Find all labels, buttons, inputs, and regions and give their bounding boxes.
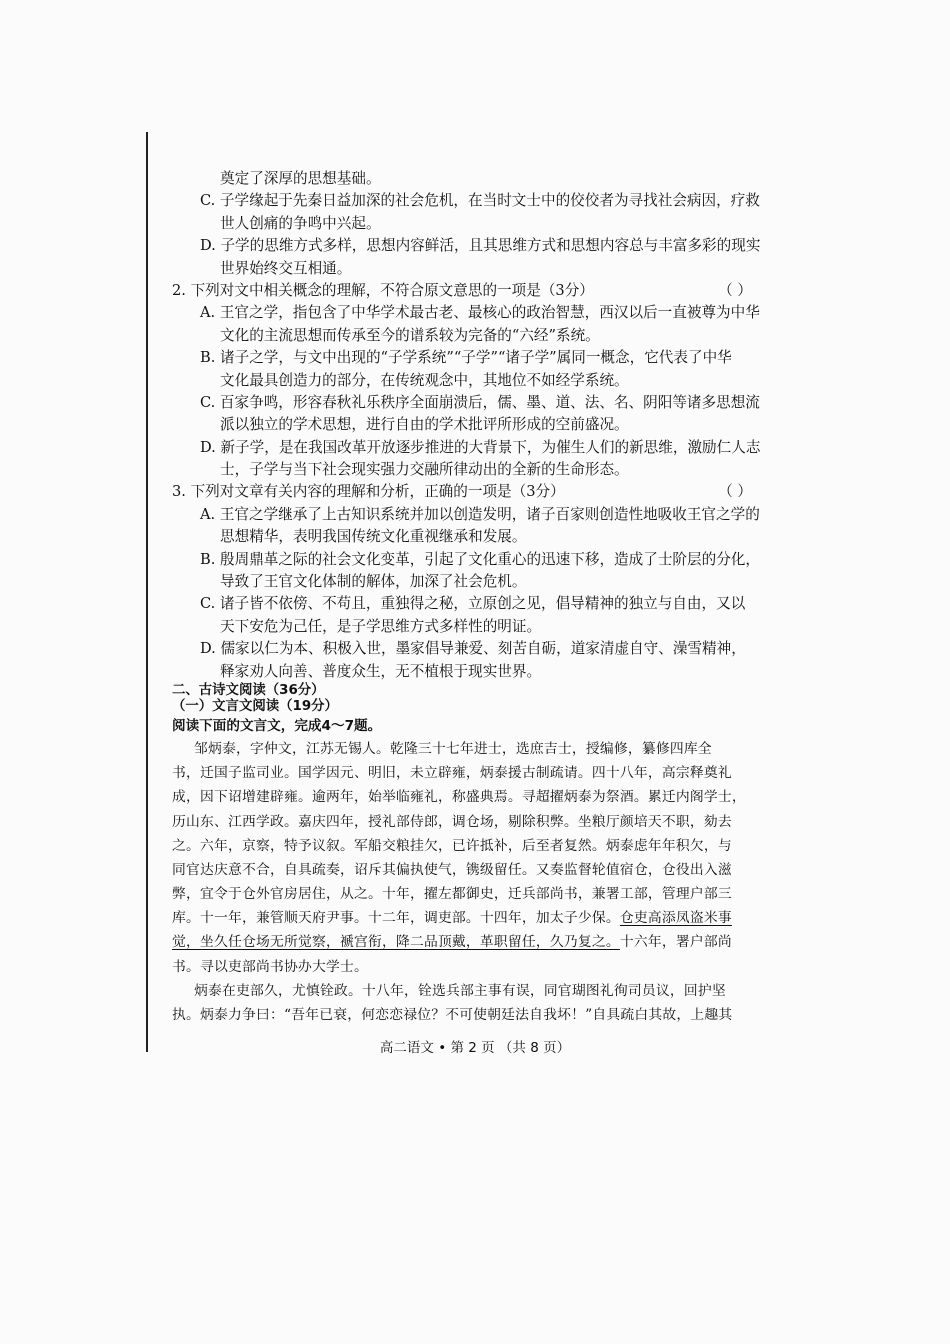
classical-line: [172, 737, 772, 761]
question-text: 世人创痛的争鸣中兴起。: [220, 214, 381, 232]
classical-text: 成，因下诏增建辟雍。逾两年，始举临雍礼，称盛典焉。寻超擢炳泰为祭酒。累迁内阁学士，: [172, 789, 746, 806]
classical-text: 弊，宜令于仓外官房居住，从之。十年，擢左都御史，迁兵部尚书，兼署工部，管理户部三: [172, 886, 732, 903]
question-text: B. 诸子之学，与文中出现的“子学系统”“子学”“诸子学”属同一概念，它代表了中华: [200, 349, 732, 367]
question-text: 士，子学与当下社会现实强力交融所律动出的全新的生命形态。: [220, 461, 629, 479]
reading-instruction: 阅读下面的文言文，完成4～7题。: [172, 717, 382, 734]
question-text: 文化最具创造力的部分，在传统观念中，其地位不如经学系统。: [220, 371, 629, 389]
page-footer: 高二语文 • 第 2 页 （共 8 页）: [379, 1040, 571, 1056]
question-line: [172, 481, 772, 503]
question-line: [172, 347, 772, 369]
question-text: 思想精华，表明我国传统文化重视继承和发展。: [220, 528, 527, 546]
question-line: [172, 504, 772, 526]
classical-text: 书。寻以吏部尚书协办大学士。: [172, 958, 368, 975]
classical-line: [172, 761, 772, 785]
answer-bracket: （ ）: [718, 483, 752, 501]
question-line: [172, 616, 772, 638]
classical-line: [172, 882, 772, 906]
question-text: 3. 下列对文章有关内容的理解和分析，正确的一项是（3分）: [172, 483, 565, 501]
classical-line: [172, 810, 772, 834]
classical-line: [172, 1003, 772, 1027]
binding-margin-line: [146, 132, 148, 1052]
question-text: 天下安危为己任，是子学思维方式多样性的明证。: [220, 617, 542, 635]
question-line: [172, 168, 772, 190]
question-line: [172, 302, 772, 324]
classical-text: 炳泰在吏部久，尤慎铨政。十八年，铨选兵部主事有误，同官瑚图礼徇司员议，回护坚: [194, 982, 726, 999]
question-line: [172, 213, 772, 235]
questions-block: [172, 168, 772, 683]
underlined-sentence: 觉，坐久任仓场无所觉察，褫宫衔，降二品顶戴，革职留任，久乃复之。: [172, 934, 620, 951]
section-heading: 二、古诗文阅读（36分）: [172, 682, 325, 698]
question-line: [172, 258, 772, 280]
classical-text: 历山东、江西学政。嘉庆四年，授礼部侍郎，调仓场，剔除积弊。坐粮厅颜培天不职，劾去: [172, 813, 732, 830]
page-content: [172, 168, 772, 1027]
answer-bracket: （ ）: [718, 281, 752, 299]
classical-text: 十六年，署户部尚: [619, 934, 732, 951]
classical-line: [172, 955, 772, 979]
question-line: [172, 280, 772, 302]
question-line: [172, 437, 772, 459]
classical-line: [172, 858, 772, 882]
question-text: 释家劝人向善、普度众生，无不植根于现实世界。: [220, 662, 542, 680]
question-line: [172, 392, 772, 414]
question-text: A. 王官之学继承了上古知识系统并加以创造发明，诸子百家则创造性地吸收王官之学的: [200, 505, 760, 523]
classical-line: [172, 930, 772, 954]
classical-text: 同官达庆意不合，自具疏奏，诏斥其偏执使气，镌级留任。又奏监督轮值宿仓，仓役出入滋: [172, 861, 732, 878]
question-line: [172, 638, 772, 660]
question-line: [172, 325, 772, 347]
classical-text: 书，迁国子监司业。国学因元、明旧，未立辟雍，炳泰援古制疏请。四十八年，高宗释奠礼: [172, 765, 732, 782]
question-text: 派以独立的学术思想，进行自由的学术批评所形成的空前盛况。: [220, 416, 629, 434]
classical-line: [172, 906, 772, 930]
question-text: A. 王官之学，指包含了中华学术最古老、最核心的政治智慧，西汉以后一直被尊为中华: [200, 304, 760, 322]
classical-text: 执。炳泰力争曰：“吾年已衰，何恋恋禄位？不可使朝廷法自我坏！”自具疏白其故，上趣其: [172, 1007, 733, 1024]
question-line: [172, 414, 772, 436]
classical-text: 库。十一年，兼管顺天府尹事。十二年，调吏部。十四年，加太子少保。: [172, 910, 620, 927]
question-text: C. 诸子皆不依傍、不苟且，重独得之秘，立原创之见，倡导精神的独立与自由，又以: [200, 595, 746, 613]
underlined-sentence: 仓吏高添凤盗米事: [619, 910, 732, 927]
question-text: D. 儒家以仁为本、积极入世，墨家倡导兼爱、刻苦自砺，道家清虚自守、澡雪精神，: [200, 640, 746, 658]
question-text: 导致了王官文化体制的解体，加深了社会危机。: [220, 573, 527, 591]
question-text: 2. 下列对文中相关概念的理解，不符合原文意思的一项是（3分）: [172, 281, 594, 299]
classical-line: [172, 979, 772, 1003]
question-text: D. 子学的思维方式多样，思想内容鲜活，且其思维方式和思想内容总与丰富多彩的现实: [200, 237, 761, 255]
question-text: 世界始终交互相通。: [220, 259, 352, 277]
question-line: [172, 571, 772, 593]
question-text: 文化的主流思想而传承至今的谱系较为完备的“六经”系统。: [220, 326, 600, 344]
question-line: [172, 593, 772, 615]
question-text: B. 殷周鼎革之际的社会文化变革，引起了文化重心的迅速下移，造成了士阶层的分化，: [200, 550, 760, 568]
question-line: [172, 549, 772, 571]
question-line: [172, 526, 772, 548]
question-line: [172, 459, 772, 481]
classical-text: 之。六年，京察，特予议叙。军船交粮挂欠，已许抵补，后至者复然。炳泰虑年年积欠，与: [172, 837, 732, 854]
question-text: C. 百家争鸣，形容春秋礼乐秩序全面崩溃后，儒、墨、道、法、名、阴阳等诸多思想流: [200, 393, 760, 411]
classical-passage: [172, 737, 772, 1027]
question-line: [172, 235, 772, 257]
classical-line: [172, 785, 772, 809]
classical-text: 邹炳泰，字仲文，江苏无锡人。乾隆三十七年进士，选庶吉士，授编修，纂修四库全: [194, 740, 712, 757]
classical-line: [172, 834, 772, 858]
question-line: [172, 661, 772, 683]
question-text: C. 子学缘起于先秦日益加深的社会危机，在当时文士中的佼佼者为寻找社会病因，疗救: [200, 192, 760, 210]
question-line: [172, 370, 772, 392]
question-text: 奠定了深厚的思想基础。: [220, 170, 381, 187]
question-line: [172, 190, 772, 212]
subsection-heading: （一）文言文阅读（19分）: [172, 698, 338, 714]
question-text: D. 新子学，是在我国改革开放逐步推进的大背景下，为催生人们的新思维，激励仁人志: [200, 438, 761, 456]
